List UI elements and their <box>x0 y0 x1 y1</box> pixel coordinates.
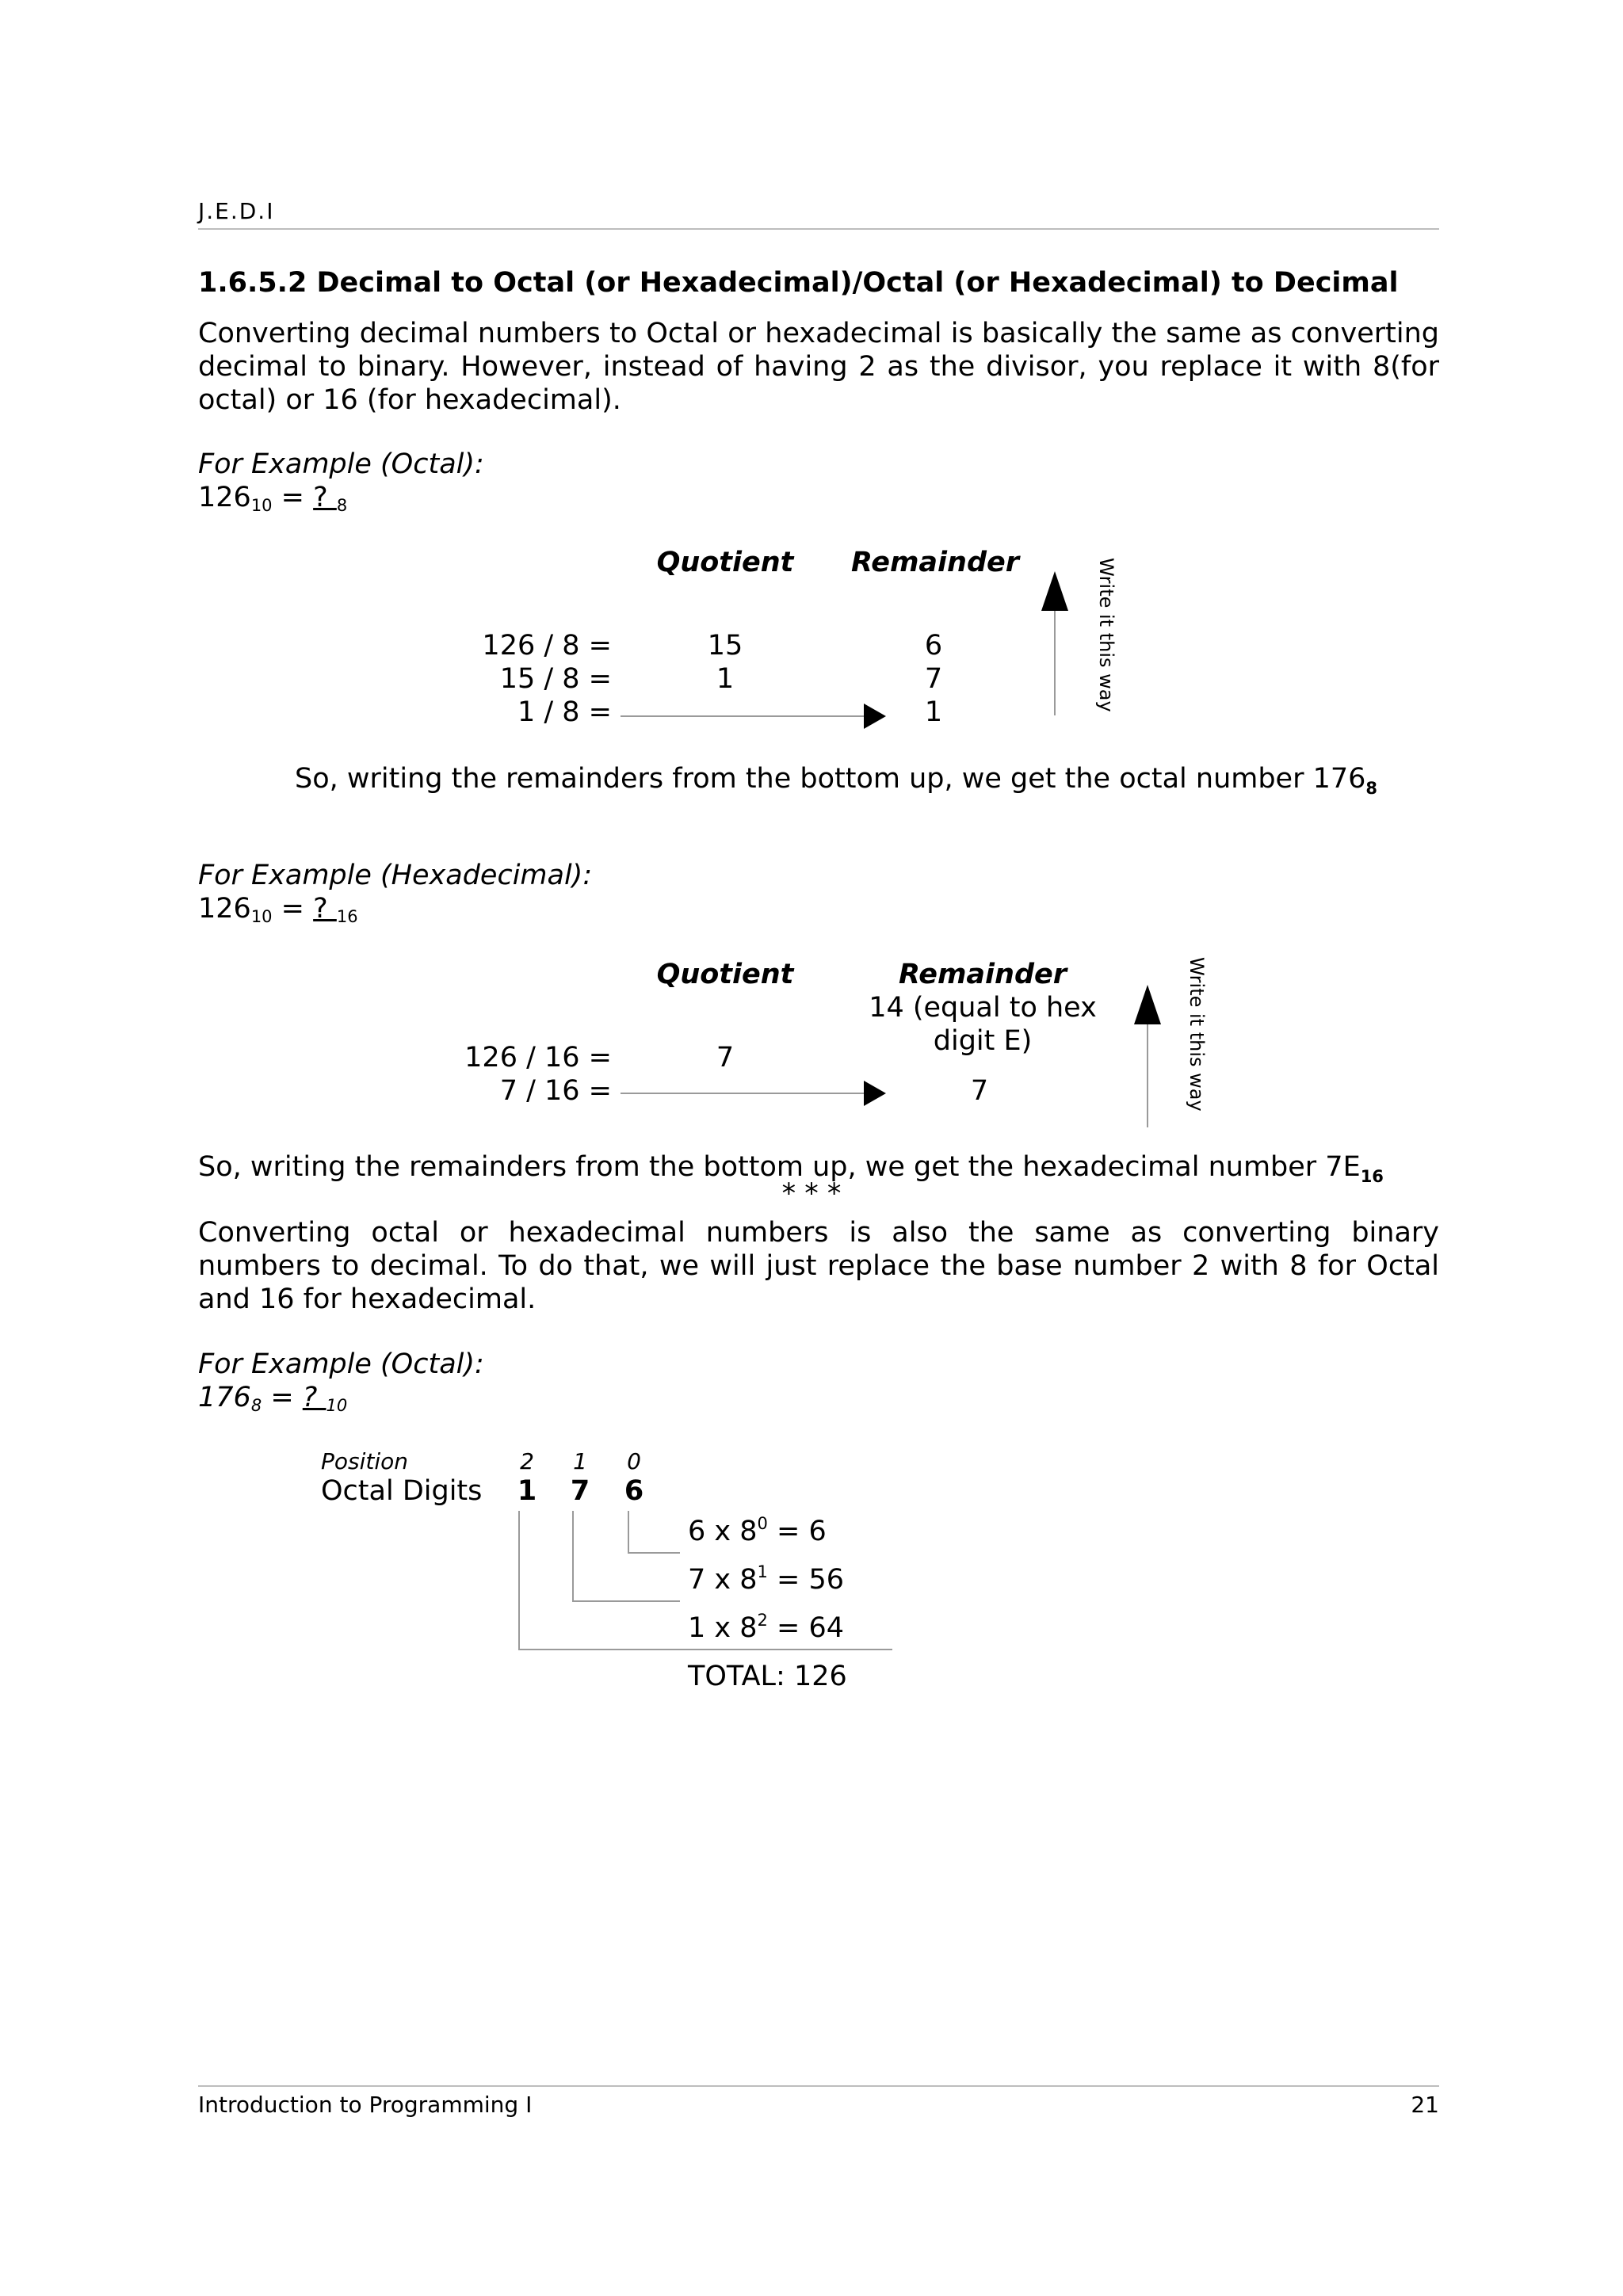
remainder-header: Remainder <box>851 547 1019 578</box>
hex-row-expr: 7 / 16 = <box>499 1075 612 1107</box>
quotient-header: Quotient <box>656 547 794 578</box>
octal-row-remainder: 6 <box>924 630 943 662</box>
connector-line <box>573 1511 680 1601</box>
quotient-header: Quotient <box>656 959 794 990</box>
octal-row-quotient: 1 <box>716 663 735 695</box>
expansion-term: 7 x $8^1 = 56$ <box>688 1562 844 1596</box>
octal-result-sentence: So, writing the remainders from the bottom up, we get the octal number $176_8$ <box>295 763 1378 798</box>
up-arrow-head <box>1134 985 1161 1024</box>
hex-row-expr: 126 / 16 = <box>464 1042 612 1074</box>
hex-result-sentence: So, writing the remainders from the bottom up, we get the hexadecimal number $7E_{16}$ <box>198 1151 1384 1186</box>
connector-line <box>628 1511 680 1553</box>
right-arrow-head <box>864 1081 886 1106</box>
footer-book-title: Introduction to Programming I <box>198 2092 533 2118</box>
octal-digit: 6 <box>624 1475 644 1507</box>
running-header: J.E.D.I <box>198 198 275 224</box>
right-arrow-head <box>864 704 886 729</box>
section-title: 1.6.5.2 Decimal to Octal (or Hexadecimal)/Octal (or Hexadecimal) to Decimal <box>198 267 1399 299</box>
octal-row-remainder: 1 <box>924 696 943 728</box>
octal-row-quotient: 15 <box>707 630 743 662</box>
octal-row-expr: 1 / 8 = <box>517 696 612 728</box>
octal-digit: 7 <box>570 1475 590 1507</box>
up-arrow-head <box>1041 571 1068 611</box>
example-octal-dec-equation: 1768 = ? 10 <box>198 1382 348 1415</box>
connector-line <box>519 1511 892 1650</box>
paragraph-octal-hex-to-decimal: Converting octal or hexadecimal numbers is also the same as converting binary numbers to decimal. To do that, we will just replace the base number 2 with 8 for Octal and 16 for hexadecimal. <box>198 1217 1439 1315</box>
position-value: 2 <box>520 1448 534 1474</box>
expansion-term: 1 x $8^2 = 64$ <box>688 1611 844 1644</box>
section-separator: * * * <box>781 1178 842 1210</box>
octal-digit: 1 <box>517 1475 537 1507</box>
write-direction-label: Write it this way <box>1186 957 1208 1112</box>
footer-rule <box>198 2085 1439 2087</box>
hex-row-remainder: 7 <box>970 1075 989 1107</box>
octal-row-expr: 15 / 8 = <box>499 663 612 695</box>
hex-remainder-note: digit E) <box>933 1025 1033 1057</box>
hex-row-quotient: 7 <box>716 1042 735 1074</box>
page-number: 21 <box>1411 2092 1439 2118</box>
octal-row-expr: 126 / 8 = <box>482 630 612 662</box>
expansion-total: TOTAL: 126 <box>688 1661 847 1692</box>
hex-remainder-note: 14 (equal to hex <box>869 992 1097 1024</box>
position-value: 0 <box>627 1448 641 1474</box>
position-value: 1 <box>573 1448 587 1474</box>
example-octal-label: For Example (Octal): <box>198 448 484 480</box>
expansion-term: 6 x $8^0 = 6$ <box>688 1514 827 1547</box>
position-label: Position <box>321 1448 409 1474</box>
write-direction-label: Write it this way <box>1095 558 1117 712</box>
octal-row-remainder: 7 <box>924 663 943 695</box>
example-octal-dec-label: For Example (Octal): <box>198 1348 484 1380</box>
octal-digits-label: Octal Digits <box>321 1475 483 1507</box>
remainder-header: Remainder <box>899 959 1067 990</box>
example-hex-equation: 12610 = ? 16 <box>198 893 358 926</box>
example-octal-equation: 12610 = ? 8 <box>198 482 348 515</box>
example-hex-label: For Example (Hexadecimal): <box>198 860 593 891</box>
intro-paragraph: Converting decimal numbers to Octal or hexadecimal is basically the same as converting decimal to binary. However, instead of having 2 as the divisor, you replace it with 8(for octal) or 16 (for hexadecimal). <box>198 318 1439 416</box>
